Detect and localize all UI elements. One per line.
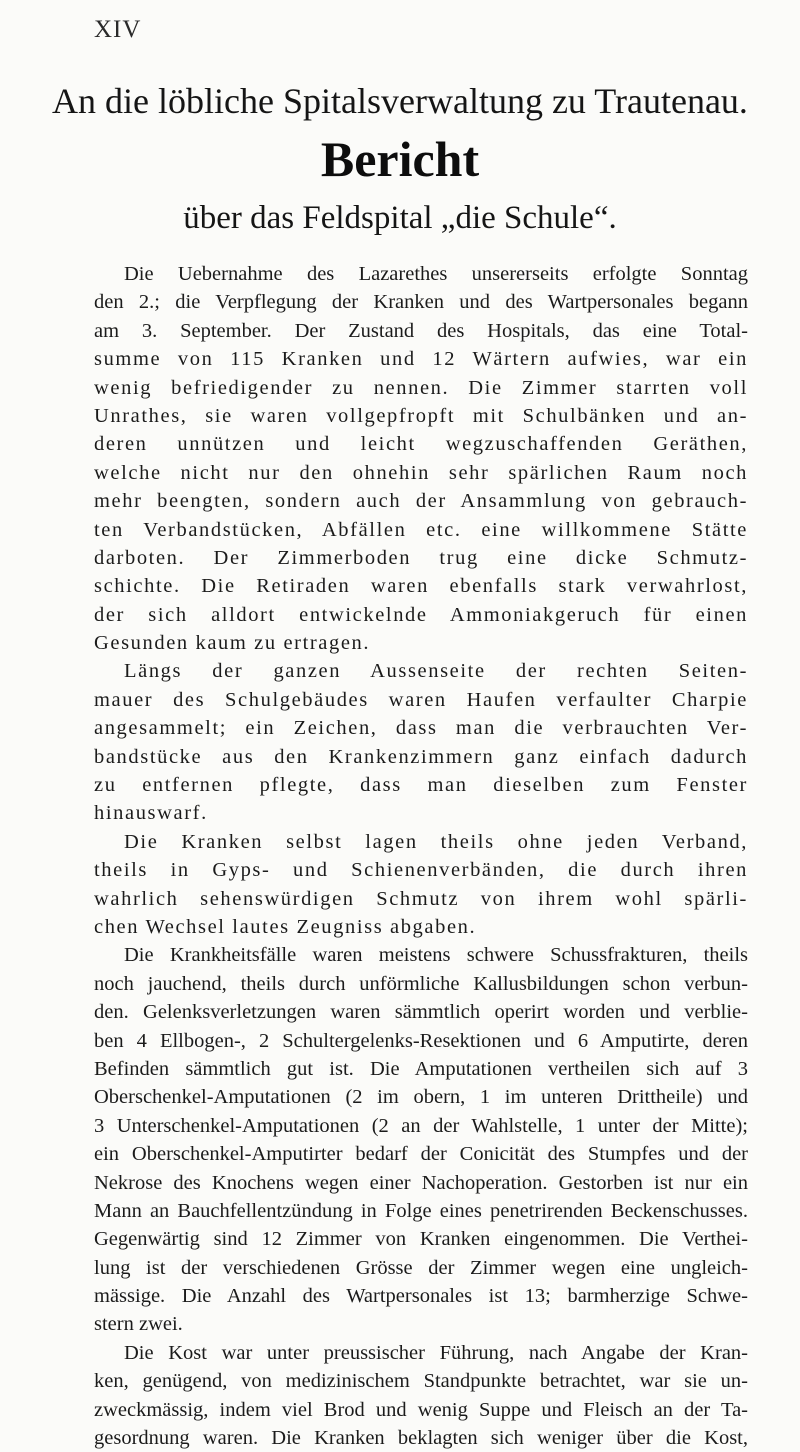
- text-line: ben 4 Ellbogen-, 2 Schultergelenks-Resektionen und 6 Amputirte, deren: [94, 1029, 748, 1052]
- text-line: am 3. September. Der Zustand des Hospitals, das eine Total-: [94, 319, 748, 342]
- text-line: Befinden sämmtlich gut ist. Die Amputationen vertheilen sich auf 3: [94, 1057, 748, 1080]
- text-line: zweckmässig, indem viel Brod und wenig Suppe und Fleisch an der Ta-: [94, 1398, 748, 1421]
- text-line: bandstücke aus den Krankenzimmern ganz einfach dadurch: [94, 745, 748, 768]
- text-line: gesordnung waren. Die Kranken beklagten sich weniger über die Kost,: [94, 1427, 748, 1450]
- text-line: summe von 115 Kranken und 12 Wärtern aufwies, war ein: [94, 348, 748, 371]
- text-line: lung ist der verschiedenen Grösse der Zimmer wegen eine ungleich-: [94, 1256, 748, 1279]
- text-line: deren unnützen und leicht wegzuschaffenden Geräthen,: [94, 433, 748, 456]
- text-line: Längs der ganzen Aussenseite der rechten Seiten-: [124, 660, 748, 683]
- text-line: wenig befriedigender zu nennen. Die Zimmer starrten voll: [94, 376, 748, 399]
- text-line: stern zwei.: [94, 1313, 183, 1336]
- text-line: welche nicht nur den ohnehin sehr spärlichen Raum noch: [94, 461, 748, 484]
- text-line: Die Kost war unter preussischer Führung, nach Angabe der Kran-: [124, 1341, 748, 1364]
- page-number: XIV: [94, 16, 142, 43]
- text-line: mauer des Schulgebäudes waren Haufen verfaulter Charpie: [94, 688, 748, 711]
- text-line: Unrathes, sie waren vollgepfropft mit Schulbänken und an-: [94, 404, 748, 427]
- text-line: zu entfernen pflegte, dass man dieselben zum Fenster: [94, 774, 748, 797]
- page-title: Bericht: [320, 131, 480, 187]
- text-line: den. Gelenksverletzungen waren sämmtlich operirt worden und verblie-: [94, 1001, 748, 1024]
- text-line: ein Oberschenkel-Amputirter bedarf der Conicität des Stumpfes und der: [94, 1143, 748, 1166]
- text-line: Die Uebernahme des Lazarethes unsererseits erfolgte Sonntag: [124, 263, 748, 285]
- text-line: 3 Unterschenkel-Amputationen (2 an der Wahlstelle, 1 unter der Mitte);: [94, 1114, 748, 1137]
- text-line: Oberschenkel-Amputationen (2 im obern, 1 im unteren Drittheile) und: [94, 1086, 748, 1109]
- text-line: Gesunden kaum zu ertragen.: [94, 632, 371, 655]
- text-line: chen Wechsel lautes Zeugniss abgaben.: [94, 915, 477, 938]
- text-line: wahrlich sehenswürdigen Schmutz von ihrem wohl spärli-: [94, 887, 748, 910]
- body-text: [94, 260, 748, 1452]
- text-line: schichte. Die Retiraden waren ebenfalls stark verwahrlost,: [94, 575, 748, 598]
- dedication-heading: An die löbliche Spitalsverwaltung zu Trautenau.: [52, 81, 748, 121]
- text-line: Die Krankheitsfälle waren meistens schwere Schussfrakturen, theils: [124, 944, 748, 967]
- text-line: Die Kranken selbst lagen theils ohne jeden Verband,: [124, 830, 748, 853]
- text-line: ten Verbandstücken, Abfällen etc. eine willkommene Stätte: [94, 518, 748, 541]
- text-line: den 2.; die Verpflegung der Kranken und des Wartpersonales begann: [94, 291, 748, 314]
- text-line: Nekrose des Knochens wegen einer Nachoperation. Gestorben ist nur ein: [94, 1171, 748, 1194]
- text-line: Mann an Bauchfellentzündung in Folge eines penetrirenden Beckenschusses.: [94, 1199, 748, 1222]
- text-line: hinauswarf.: [94, 802, 208, 825]
- text-line: darboten. Der Zimmerboden trug eine dicke Schmutz-: [94, 546, 748, 569]
- text-line: mässige. Die Anzahl des Wartpersonales ist 13; barmherzige Schwe-: [94, 1285, 748, 1308]
- text-line: Gegenwärtig sind 12 Zimmer von Kranken eingenommen. Die Verthei-: [94, 1228, 748, 1251]
- text-line: mehr beengten, sondern auch der Ansammlung von gebrauch-: [94, 490, 748, 513]
- text-line: theils in Gyps- und Schienenverbänden, die durch ihren: [94, 859, 748, 882]
- text-line: angesammelt; ein Zeichen, dass man die verbrauchten Ver-: [94, 717, 748, 740]
- text-line: noch jauchend, theils durch unförmliche Kallusbildungen schon verbun-: [94, 972, 748, 995]
- text-line: ken, genügend, von medizinischem Standpunkte betrachtet, war sie un-: [94, 1370, 748, 1393]
- page-subtitle: über das Feldspital „die Schule“.: [183, 200, 617, 236]
- text-line: der sich alldort entwickelnde Ammoniakgeruch für einen: [94, 603, 748, 626]
